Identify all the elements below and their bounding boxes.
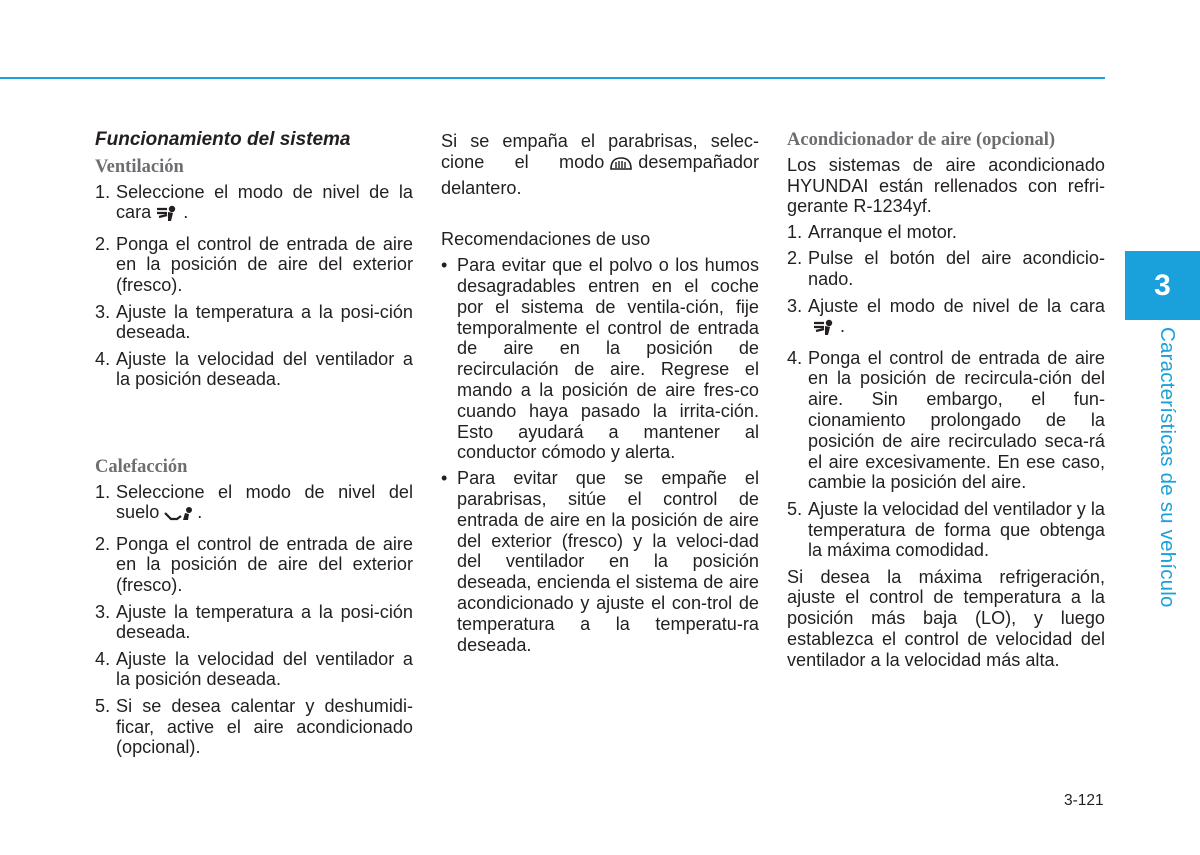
list-item: • Para evitar que el polvo o los humos desagradables entren en el coche por el sistema de ventila-ción, fije temporalmente el control de entrada de aire en la posición de recirculación de aire. Regrese el mando a la posición de aire fres-co cuando haya pasado la irrita-ción. Esto ayudará a mantener al conductor cómodo y alerta. bbox=[441, 255, 759, 463]
face-vent-icon bbox=[812, 319, 836, 342]
list-item: 4. Ajuste la velocidad del ventilador a la posición deseada. bbox=[95, 348, 413, 390]
defog-paragraph: Si se empaña el parabrisas, selec-cione el modo desempañador delantero. bbox=[441, 131, 759, 198]
list-item: 2. Ponga el control de entrada de aire en la posición de aire del exterior (fresco). bbox=[95, 533, 413, 596]
list-item: • Para evitar que se empañe el parabrisas, sitúe el control de entrada de aire en la posición de aire del exterior (fresco) y la veloci-dad del ventilador en la posición deseada, encienda el sistema de aire acondicionado y ajuste el con-trol de temperatura a la temperatu-ra deseada. bbox=[441, 468, 759, 655]
list-item: 3. Ajuste la temperatura a la posi-ción deseada. bbox=[95, 601, 413, 643]
defrost-icon bbox=[608, 155, 634, 178]
column-3 bbox=[787, 128, 1105, 676]
tips-heading: Recomendaciones de uso bbox=[441, 229, 651, 250]
chapter-title: Características de su vehículo bbox=[1156, 327, 1179, 608]
list-item: 4. Ponga el control de entrada de aire en la posición de recircula-ción del aire. Sin embargo, el fun-cionamiento prolongado de la posición de aire recirculado seca-rá el aire excesivamente. En ese caso, cambie la posición del aire. bbox=[787, 347, 1105, 493]
list-item: 5. Ajuste la velocidad del ventilador y la temperatura de forma que obtenga la máxima comodidad. bbox=[787, 498, 1105, 561]
ac-intro: Los sistemas de aire acondicionado HYUNDAI están rellenados con refri-gerante R-1234yf. bbox=[787, 154, 1105, 217]
floor-vent-icon bbox=[163, 507, 193, 528]
list-item: 5. Si se desea calentar y deshumidi-ficar, active el aire acondicionado (opcional). bbox=[95, 695, 413, 758]
list-item: 2. Pulse el botón del aire acondicio-nado. bbox=[787, 248, 1105, 290]
list-item: 1. Arranque el motor. bbox=[787, 222, 957, 243]
column-2 bbox=[441, 128, 759, 660]
chapter-number: 3 bbox=[1154, 268, 1171, 302]
list-item: 2. Ponga el control de entrada de aire en la posición de aire del exterior (fresco). bbox=[95, 233, 413, 296]
list-item: 3. Ajuste la temperatura a la posi-ción deseada. bbox=[95, 301, 413, 343]
list-item: 1. Seleccione el modo de nivel de la cara . bbox=[95, 182, 413, 229]
subheading-ventilation: Ventilación bbox=[95, 156, 184, 177]
list-item: 1. Seleccione el modo de nivel del suelo . bbox=[95, 482, 413, 529]
header-rule bbox=[0, 77, 1105, 79]
list-item: 4. Ajuste la velocidad del ventilador a la posición deseada. bbox=[95, 648, 413, 690]
column-1 bbox=[95, 128, 413, 764]
subheading-heating: Calefacción bbox=[95, 456, 188, 477]
face-vent-icon bbox=[155, 205, 179, 228]
section-heading-operation: Funcionamiento del sistema bbox=[95, 129, 351, 150]
ventilation-steps bbox=[95, 182, 413, 391]
heating-steps bbox=[95, 482, 413, 759]
ac-closing: Si desea la máxima refrigeración, ajuste el control de temperatura a la posición más baja (LO), y luego establezca el control de velocidad del ventilador a la velocidad más alta. bbox=[787, 566, 1105, 670]
subheading-air-conditioner: Acondicionador de aire (opcional) bbox=[787, 130, 1056, 150]
ac-steps bbox=[787, 222, 1105, 561]
tips-list bbox=[441, 255, 759, 655]
chapter-number-tab bbox=[1125, 251, 1200, 320]
page-number: 3-121 bbox=[1064, 792, 1104, 809]
list-item: 3. Ajuste el modo de nivel de la cara. bbox=[787, 296, 1105, 343]
